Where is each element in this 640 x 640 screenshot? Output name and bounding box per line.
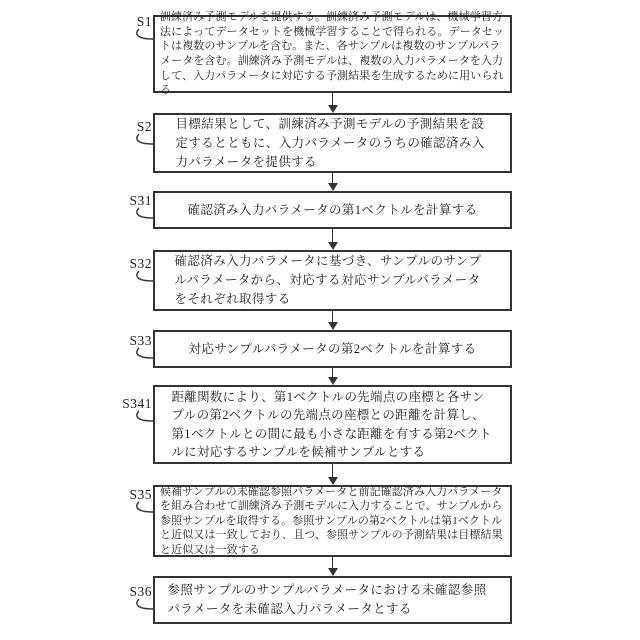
flow-arrow-icon [327, 557, 338, 576]
flow-arrow-icon [327, 93, 338, 113]
step-text-s32: 確認済み入力パラメータに基づき、サンプルのサンプルパラメータから、対応する対応サンプルパラメータをそれぞれ取得する [174, 254, 482, 306]
step-text-s31: 確認済み入力パラメータの第1ベクトルを計算する [187, 202, 478, 217]
leader-line-icon [133, 28, 154, 43]
step-box-s32 [153, 250, 512, 311]
step-label-s33: S33 [129, 333, 152, 348]
leader-line-icon [133, 270, 154, 285]
step-text-s1: 訓練済み予測モデルを提供する。訓練済み予測モデルは、機械学習方法によってデータセットを機械学習することで得られる。データセットは複数のサンプルを含む。また、各サンプルは複数のサンプルパラメータを含む。訓練済み予測モデルは、複数の入力パラメータを入力して、入力パラメータに対応する予測結果を生成するために用いられる [160, 11, 505, 97]
step-label-s35: S35 [129, 487, 152, 502]
step-box-s36 [153, 576, 512, 624]
step-label-s36: S36 [129, 584, 152, 599]
step-box-s341 [153, 385, 512, 464]
flow-arrow-icon [327, 311, 338, 330]
step-box-s1 [153, 11, 512, 97]
step-label-s2: S2 [136, 119, 152, 134]
step-label-s1: S1 [136, 14, 152, 29]
step-box-s31 [153, 191, 512, 229]
step-box-s35 [153, 485, 512, 557]
leader-line-icon [133, 347, 154, 362]
leader-line-icon [133, 501, 154, 516]
step-box-s2 [153, 113, 512, 173]
step-text-s36: 参照サンプルのサンプルパラメータにおける未確認参照パラメータを未確認入力パラメータとする [167, 583, 487, 616]
step-text-s2: 目標結果として、訓練済み予測モデルの予測結果を設定するとともに、入力パラメータのうちの確認済み入力パラメータを提供する [175, 116, 485, 169]
step-text-s33: 対応サンプルパラメータの第2ベクトルを計算する [188, 341, 477, 356]
leader-line-icon [133, 598, 154, 613]
step-box-s33 [153, 330, 512, 368]
leader-line-icon [133, 410, 154, 425]
step-text-s341: 距離関数により、第1ベクトルの先端点の座標と各サンプルの第2ベクトルの先端点の座標との距離を計算し、第1ベクトルとの間に最も小さな距離を有する第2ベクトルに対応するサンプルを候補サンプルとする [171, 389, 492, 459]
step-label-s32: S32 [129, 256, 152, 271]
flow-arrow-icon [327, 229, 338, 250]
flow-arrow-icon [327, 368, 338, 385]
leader-line-icon [133, 133, 154, 148]
flow-arrow-icon [327, 464, 338, 485]
step-text-s35: 候補サンプルの未確認参照パラメータと前記確認済み入力パラメータを組み合わせて訓練済み予測モデルに入力することで、サンプルから参照サンプルを取得する。参照サンプルの第2ベクトルは第1ベクトルと近似又は一致しており、且つ、参照サンプルの予測結果は目標結果と近似又は一致する [160, 485, 503, 556]
leader-line-icon [133, 207, 154, 222]
step-label-s341: S341 [122, 396, 152, 411]
step-label-s31: S31 [129, 193, 152, 208]
flow-arrow-icon [327, 173, 338, 191]
